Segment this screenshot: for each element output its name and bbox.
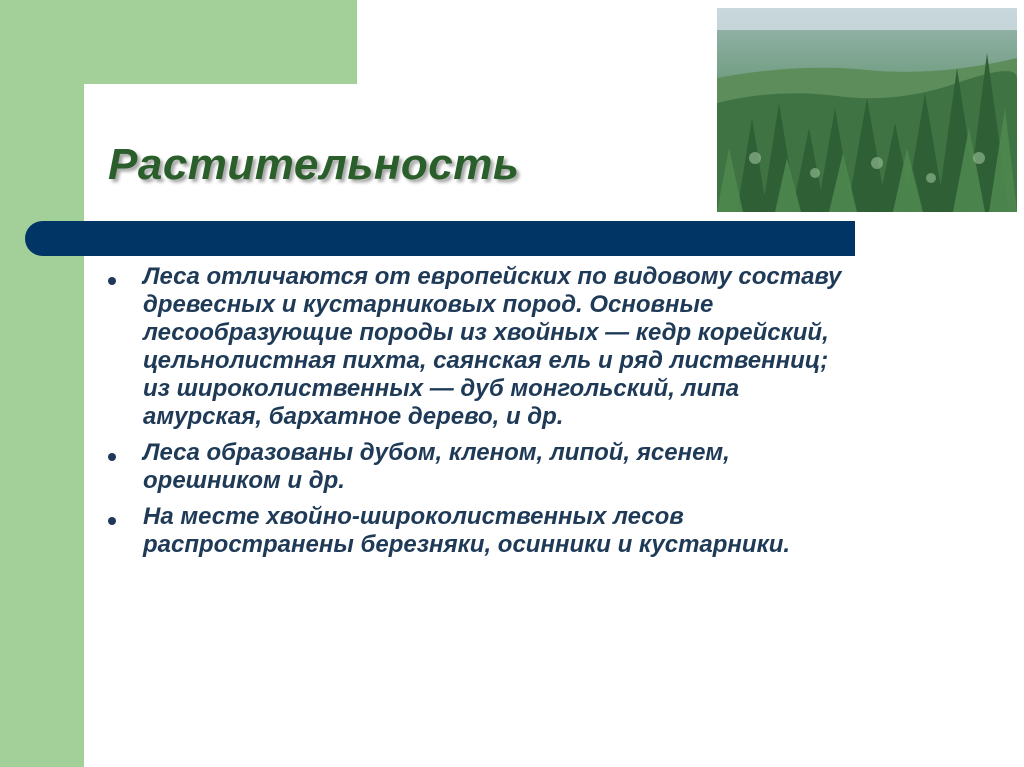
bullet-item: [108, 503, 988, 559]
slide-title: Растительность: [108, 140, 520, 189]
bullet-text: На месте хвойно-широколиственных лесов распространены березняки, осинники и кустарники.: [143, 503, 791, 558]
bullet-item: [108, 439, 988, 495]
forest-photo: [717, 8, 1017, 212]
bullet-icon: [108, 453, 116, 461]
bullet-text: Леса отличаются от европейских по видовому составу древесных и кустарниковых пород. Основные лесообразующие породы из хвойных — кедр корейский, цельнолистная пихта, саянская ель и ряд лиственниц; из широколиственных — дуб монгольский, липа амурская, бархатное дерево, и др.: [143, 263, 842, 430]
bullet-list: [108, 263, 988, 567]
bullet-text: Леса образованы дубом, кленом, липой, ясенем, орешником и др.: [143, 439, 730, 494]
bullet-icon: [108, 517, 116, 525]
forest-photo-icon: [717, 8, 1017, 212]
bullet-icon: [108, 277, 116, 285]
title-divider-bar: [25, 221, 855, 256]
green-frame-top: [0, 0, 357, 84]
green-frame-left: [0, 0, 84, 767]
bullet-item: [108, 263, 988, 431]
